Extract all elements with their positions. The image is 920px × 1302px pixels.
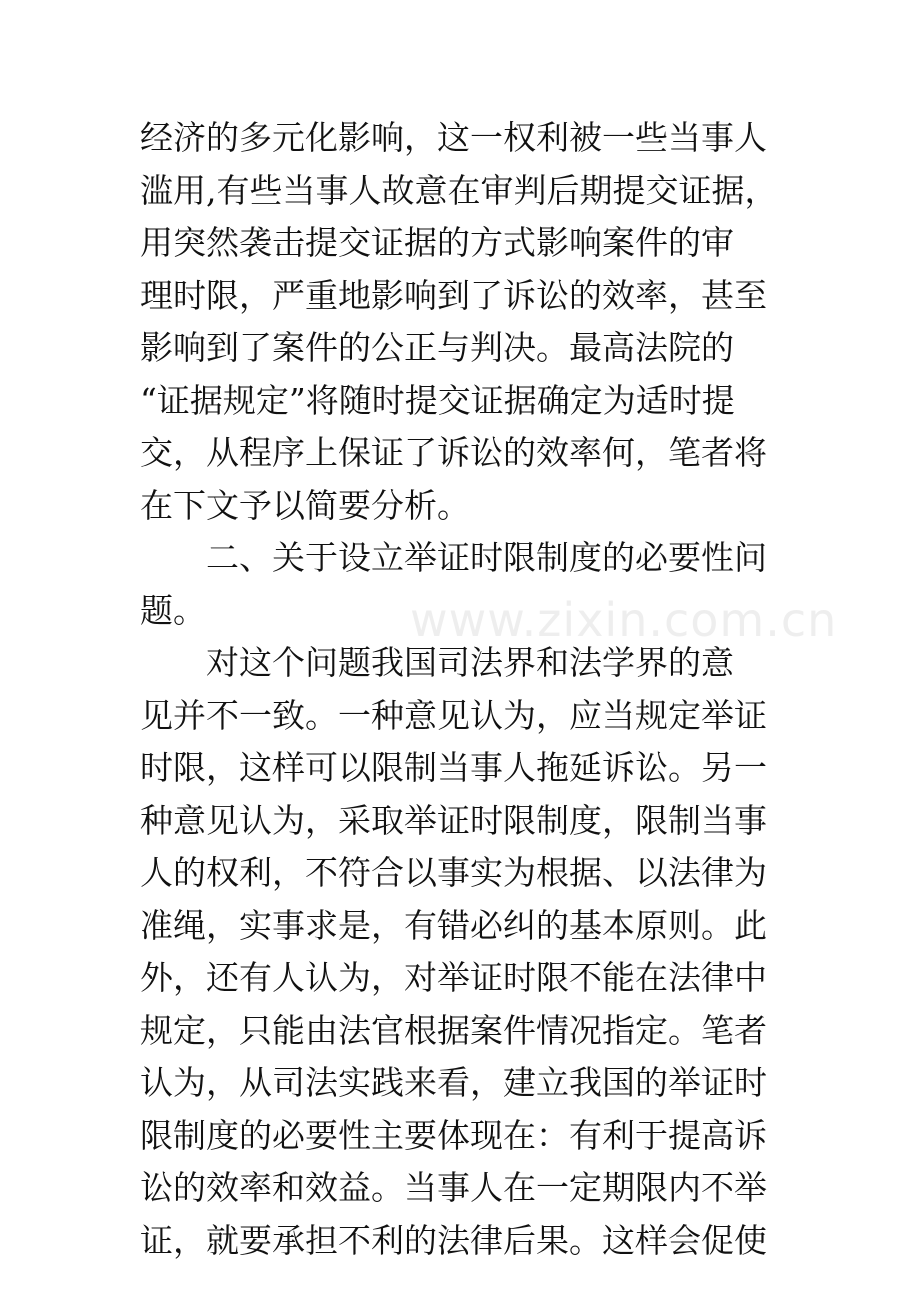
text-line: 经济的多元化影响，这一权利被一些当事人 [140,118,767,157]
text-line: 在下文予以简要分析。 [140,485,470,525]
text-line: 交，从程序上保证了诉讼的效率何，笔者将 [140,433,767,472]
text-line: 用突然袭击提交证据的方式影响案件的审 [140,223,734,262]
section-heading-line: 二、关于设立举证时限制度的必要性问 [206,538,767,577]
text-line: 理时限，严重地影响到了诉讼的效率，甚至 [140,275,767,315]
text-line: 外，还有人认为，对举证时限不能在法律中 [140,958,767,997]
text-line: 讼的效率和效益。当事人在一定期限内不举 [140,1168,767,1207]
text-line: 见并不一致。一种意见认为，应当规定举证 [140,695,767,735]
text-line: 限制度的必要性主要体现在：有利于提高诉 [140,1115,767,1155]
watermark: www.zixin.com.cn [410,593,838,647]
text-line: 人的权利，不符合以事实为根据、以法律为 [140,853,767,892]
text-line: 滥用,有些当事人故意在审判后期提交证据， [140,170,778,210]
text-line: 准绳，实事求是，有错必纠的基本原则。此 [140,905,767,945]
document-body [140,112,820,1267]
text-line: 规定，只能由法官根据案件情况指定。笔者 [140,1010,767,1050]
text-line: 认为，从司法实践来看，建立我国的举证时 [140,1063,767,1102]
text-line: 影响到了案件的公正与判决。最高法院的 [140,328,734,367]
section-heading-line: 题。 [140,590,206,630]
text-line: 时限，这样可以限制当事人拖延诉讼。另一 [140,748,767,787]
paragraph-start-line: 对这个问题我国司法界和法学界的意 [206,643,734,682]
text-line: 证，就要承担不利的法律后果。这样会促使 [140,1220,767,1260]
text-line: 种意见认为，采取举证时限制度，限制当事 [140,800,767,840]
text-line: “证据规定”将随时提交证据确定为适时提 [140,380,735,420]
